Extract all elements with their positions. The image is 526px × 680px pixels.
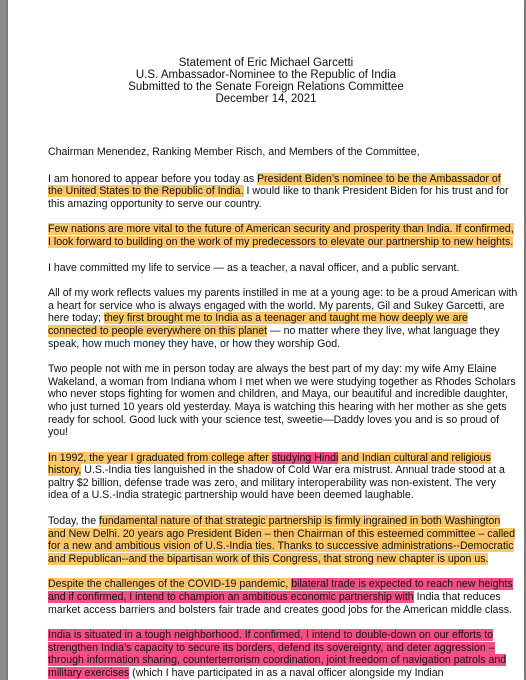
header-date: December 14, 2021: [215, 93, 317, 105]
text-run: India that reduces market access barriers and bolsters fair trade and creates good jobs for the American middle class.: [48, 591, 512, 616]
header-submitted: Submitted to the Senate Foreign Relations Committee: [128, 81, 404, 93]
paragraph-today: [48, 515, 518, 565]
header-nominee: U.S. Ambassador-Nominee to the Republic of India: [135, 69, 397, 81]
paragraph-service: I have committed my life to service — as a teacher, a naval officer, and a public servant.: [48, 261, 460, 274]
highlight-orange: they first brought me to India as a teenager and taught me how deeply we are connected to people everywhere on this planet: [48, 312, 468, 337]
text-run: I am honored to appear before you today as: [48, 172, 258, 185]
highlight-pink: India is situated in a tough neighborhood. If confirmed, I intend to double-down on our efforts to strengthen India’s capacity to secure its borders, defend its sovereignty, and deter aggression – through information sharing, counterterrorism coordination, joint freedom of navigation patrols and military exercises: [48, 629, 507, 679]
highlight-pink: studying Hindi: [271, 451, 339, 464]
paragraph-vital-nations: [48, 223, 518, 248]
highlight-pink: bilateral trade is expected to reach new heights and if confirmed, I intend to champion an ambitious economic partnership with: [48, 578, 513, 604]
text-run: U.S.-India ties languished in the shadow of Cold War era mistrust. Annual trade stood at a paltry $2 billion, defense trade was zero, and military interoperability was non-existent. The very idea of a U.S.-India strategic partnership would have been deemed laughable.: [48, 464, 505, 502]
paragraph-values: [48, 287, 518, 350]
highlight-orange: Despite the challenges of the COVID-19 pandemic,: [48, 578, 292, 591]
paragraph-family: Two people not with me in person today are always the best part of my day: my wife Amy Elaine Wakeland, a woman from Indiana whom I met when we were studying together as Rhodes Scholars who never stops fighting for women and children, and Maya, our beautiful and incredible daughter, who just turned 10 years old yesterday. Maya is watching this hearing with her mother as she gets ready for school. Good luck with your science test, sweetie—Daddy loves you and is so proud of you!: [48, 363, 516, 439]
highlight-orange: President Biden’s nominee to be the Ambassador of the United States to the Republic of India.: [48, 172, 501, 198]
paragraph-covid: [48, 578, 518, 616]
highlight-orange: fundamental nature of that strategic partnership is firmly ingrained in both Washington and New Delhi. 20 years ago President Biden – then Chairman of this esteemed committee – called for a new and ambitious vision of U.S.-India ties. Thanks to successive administrations--Democratic and Republican--and the bipartisan work of this Congress, that strong new chapter is upon us.: [48, 515, 515, 565]
paragraph-neighborhood: [48, 629, 518, 679]
salutation: Chairman Menendez, Ranking Member Risch, and Members of the Committee,: [48, 146, 420, 158]
text-run: Today, the: [48, 515, 100, 528]
document-page: [8, 0, 524, 680]
highlight-orange: In 1992, the year I graduated from college after: [48, 451, 272, 464]
text-run: (which I have participated in as a naval officer alongside my Indian: [129, 667, 444, 679]
text-run: All of my work reflects values my parents instilled in me at a young age: to be a proud American with a heart for service who is always engaged with the world. My parents, Gil and Sukey Garcetti, are here today;: [48, 287, 518, 325]
paragraph-1992: [48, 452, 518, 502]
statement-header: [8, 57, 524, 105]
text-run: — no matter where they live, what language they speak, how much money they have, or how they worship God.: [48, 324, 500, 350]
statement-body: [48, 146, 518, 680]
header-title: Statement of Eric Michael Garcetti: [178, 57, 354, 69]
paragraph-honored: [48, 173, 518, 211]
highlight-orange: and Indian cultural and religious history,: [48, 451, 491, 477]
highlight-orange: Few nations are more vital to the future of American security and prosperity than India. If confirmed, I look forward to building on the work of my predecessors to elevate our partnership to new heights.: [48, 223, 514, 248]
text-run: I would like to thank President Biden for his trust and for this amazing opportunity to serve our country.: [48, 185, 509, 210]
